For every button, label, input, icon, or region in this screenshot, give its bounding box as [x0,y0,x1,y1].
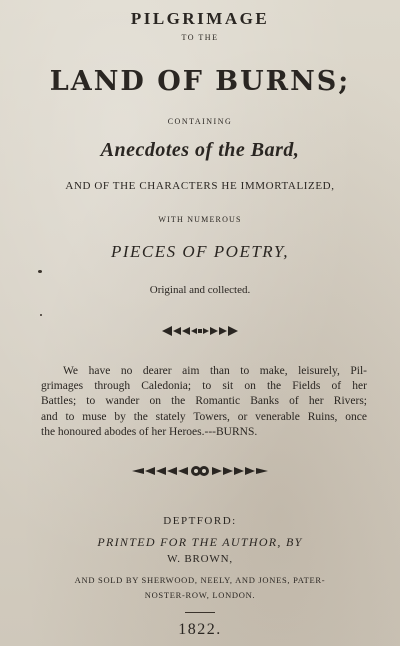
imprint-printed-for: PRINTED FOR THE AUTHOR, BY [97,535,303,549]
title-line-containing: CONTAINING [167,117,233,126]
title-line-original: Original and collected. [149,284,251,296]
imprint-year: 1822. [178,621,222,638]
epigraph-line: grimages through Caledonia; to sit on the Fields of her [41,380,367,393]
ink-spot [38,270,42,273]
imprint-place: DEPTFORD: [163,515,237,527]
epigraph-line: and to muse by the stately Towers, or venerable Ruins, once [41,410,367,423]
epigraph-quote [41,364,367,440]
arrow-ornament-icon [160,324,240,338]
title-line-anecdotes: Anecdotes of the Bard, [100,139,300,161]
imprint-sold-by-line: NOSTER-ROW, LONDON. [144,590,256,600]
short-rule-divider [185,612,215,613]
title-line-land-of-burns: LAND OF BURNS; [49,66,351,97]
scroll-ornament-icon [130,464,270,478]
title-line-with-numerous: WITH NUMEROUS [158,215,242,224]
title-line-characters: AND OF THE CHARACTERS HE IMMORTALIZED, [65,180,335,192]
ornament-divider-bottom [0,464,400,483]
title-line-pieces-of-poetry: PIECES OF POETRY, [110,242,290,261]
imprint-sold-by-line: AND SOLD BY SHERWOOD, NEELY, AND JONES, PATER- [74,575,326,585]
ink-spot [40,314,42,316]
epigraph-line: Battles; to wander on the Romantic Banks of her Rivers; [41,395,367,408]
title-line-pilgrimage: PILGRIMAGE [130,9,270,28]
ornament-divider-top [0,324,400,343]
imprint-sold-by [40,573,360,603]
title-line-to-the: TO THE [181,33,219,42]
epigraph-line: the honoured abodes of her Heroes.---BURNS. [41,425,258,438]
epigraph-line: We have no dearer aim than to make, leisurely, Pil- [63,365,367,377]
imprint-printer: W. BROWN, [167,553,233,565]
